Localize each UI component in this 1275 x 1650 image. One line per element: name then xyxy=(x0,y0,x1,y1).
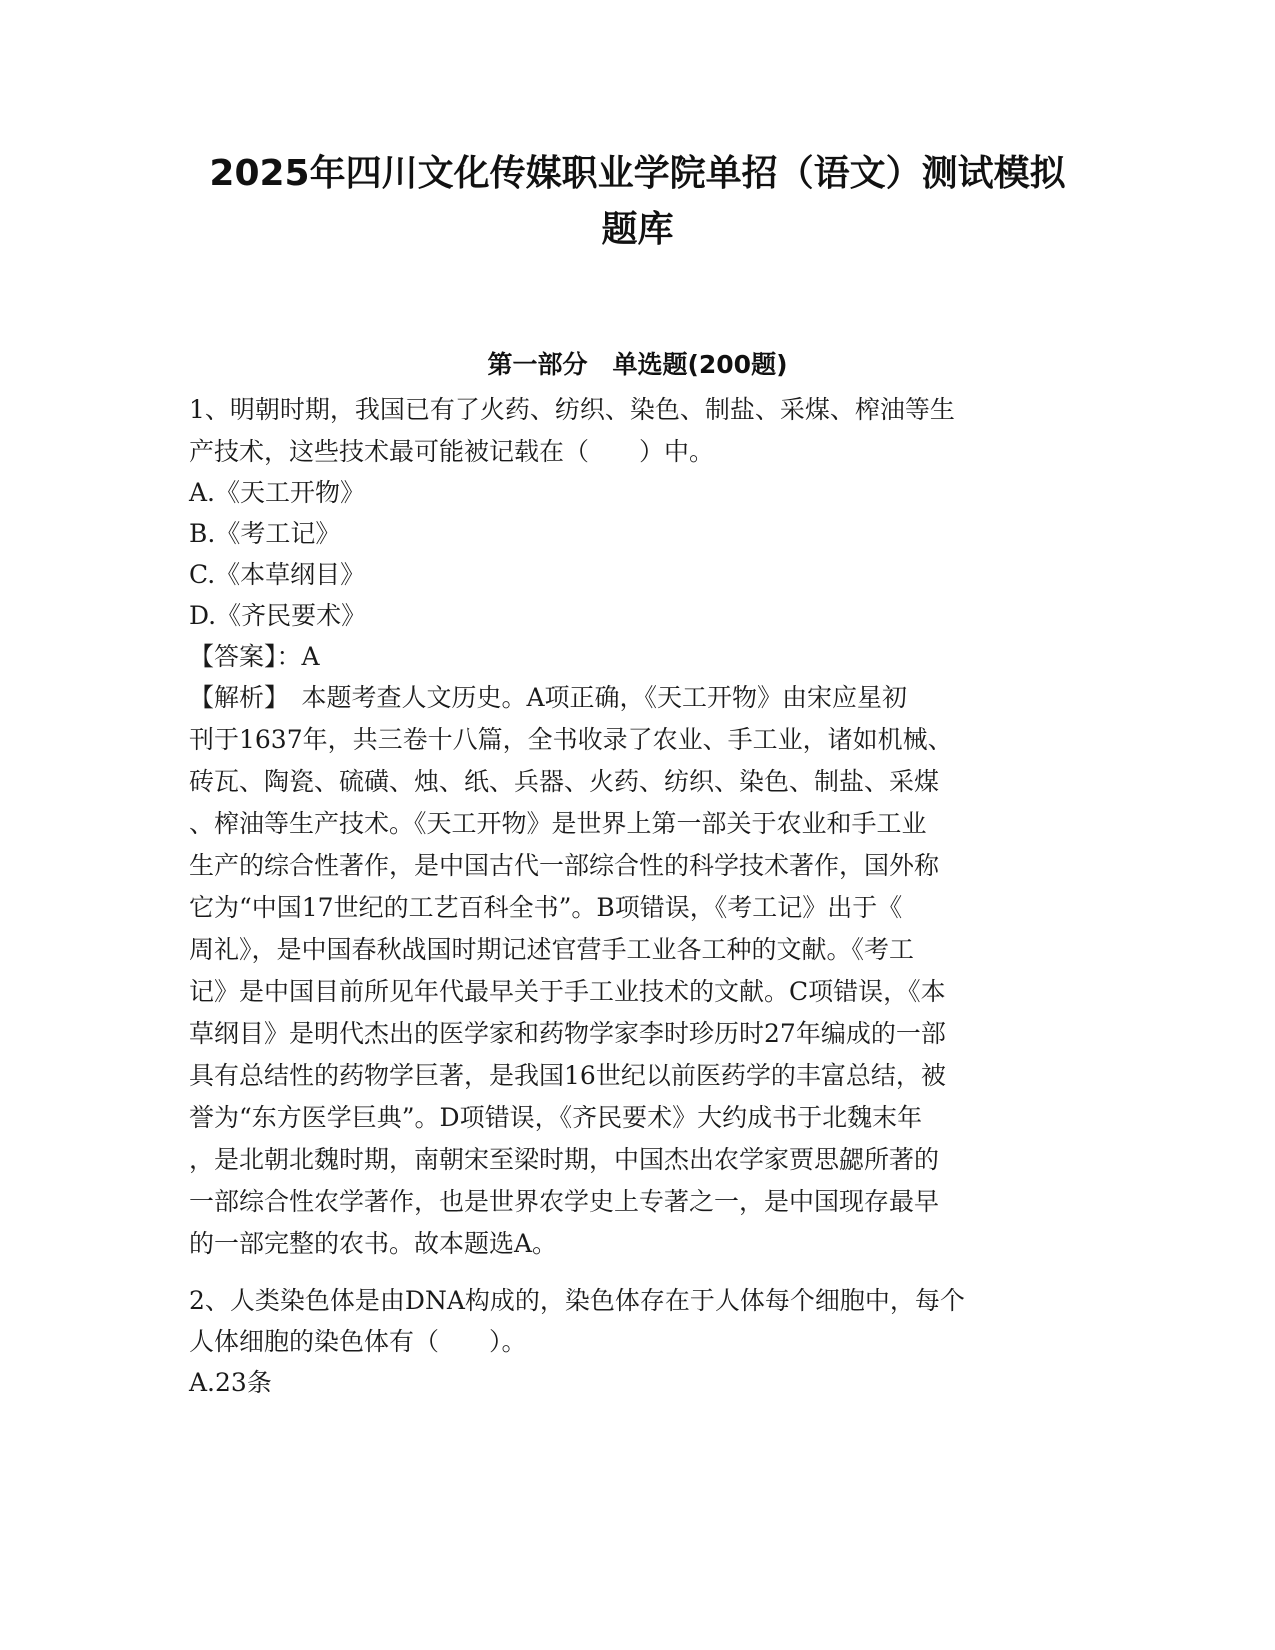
question-1-stem-line-1: 1、明朝时期，我国已有了火药、纺织、染色、制盐、采煤、榨油等生 xyxy=(189,395,955,424)
question-1-analysis-line-13: 一部综合性农学著作，也是世界农学史上专著之一，是中国现存最早 xyxy=(189,1187,940,1216)
question-1-analysis-line-7: 周礼》，是中国春秋战国时期记述官营手工业各工种的文献。《考工 xyxy=(189,935,915,964)
question-1-option-a: A.《天工开物》 xyxy=(189,478,366,507)
section-heading: 第一部分 单选题(200题) xyxy=(487,350,788,379)
question-1-analysis-line-11: 誉为“东方医学巨典”。D项错误，《齐民要术》大约成书于北魏末年 xyxy=(189,1103,923,1132)
question-1-analysis-line-14: 的一部完整的农书。故本题选A。 xyxy=(189,1229,558,1258)
question-1-analysis-line-10: 具有总结性的药物学巨著，是我国16世纪以前医药学的丰富总结，被 xyxy=(189,1061,946,1090)
question-1-analysis-line-4: 、榨油等生产技术。《天工开物》是世界上第一部关于农业和手工业 xyxy=(189,809,927,838)
question-1-analysis-line-2: 刊于1637年，共三卷十八篇，全书收录了农业、手工业，诸如机械、 xyxy=(189,725,953,754)
question-1-analysis-line-1: 【解析】 本题考查人文历史。A项正确，《天工开物》由宋应星初 xyxy=(189,683,908,712)
question-1-answer: 【答案】：A xyxy=(189,642,320,671)
question-1-analysis-line-9: 草纲目》是明代杰出的医学家和药物学家李时珍历时27年编成的一部 xyxy=(189,1019,946,1048)
question-1-analysis-line-12: ，是北朝北魏时期，南朝宋至梁时期，中国杰出农学家贾思勰所著的 xyxy=(189,1145,940,1174)
question-1-option-d: D.《齐民要术》 xyxy=(189,601,367,630)
question-2-stem-line-1: 2、人类染色体是由DNA构成的，染色体存在于人体每个细胞中，每个 xyxy=(189,1286,965,1315)
question-1-analysis-line-8: 记》是中国目前所见年代最早关于手工业技术的文献。C项错误，《本 xyxy=(189,977,946,1006)
question-2-option-a: A.23条 xyxy=(189,1368,272,1397)
question-1-analysis-line-3: 砖瓦、陶瓷、硫磺、烛、纸、兵器、火药、纺织、染色、制盐、采煤 xyxy=(189,767,940,796)
question-1-option-b: B.《考工记》 xyxy=(189,519,341,548)
question-1-analysis-line-6: 它为“中国17世纪的工艺百科全书”。B项错误，《考工记》出于《 xyxy=(189,893,903,922)
document-title-line-2: 题库 xyxy=(601,209,674,250)
question-1-analysis-line-5: 生产的综合性著作，是中国古代一部综合性的科学技术著作，国外称 xyxy=(189,851,940,880)
question-1-stem-line-2: 产技术，这些技术最可能被记载在（ ）中。 xyxy=(189,437,715,466)
question-1-option-c: C.《本草纲目》 xyxy=(189,560,366,589)
question-2-stem-line-2: 人体细胞的染色体有（ ）。 xyxy=(189,1327,527,1356)
document-title-line-1: 2025年四川文化传媒职业学院单招（语文）测试模拟 xyxy=(209,153,1066,194)
